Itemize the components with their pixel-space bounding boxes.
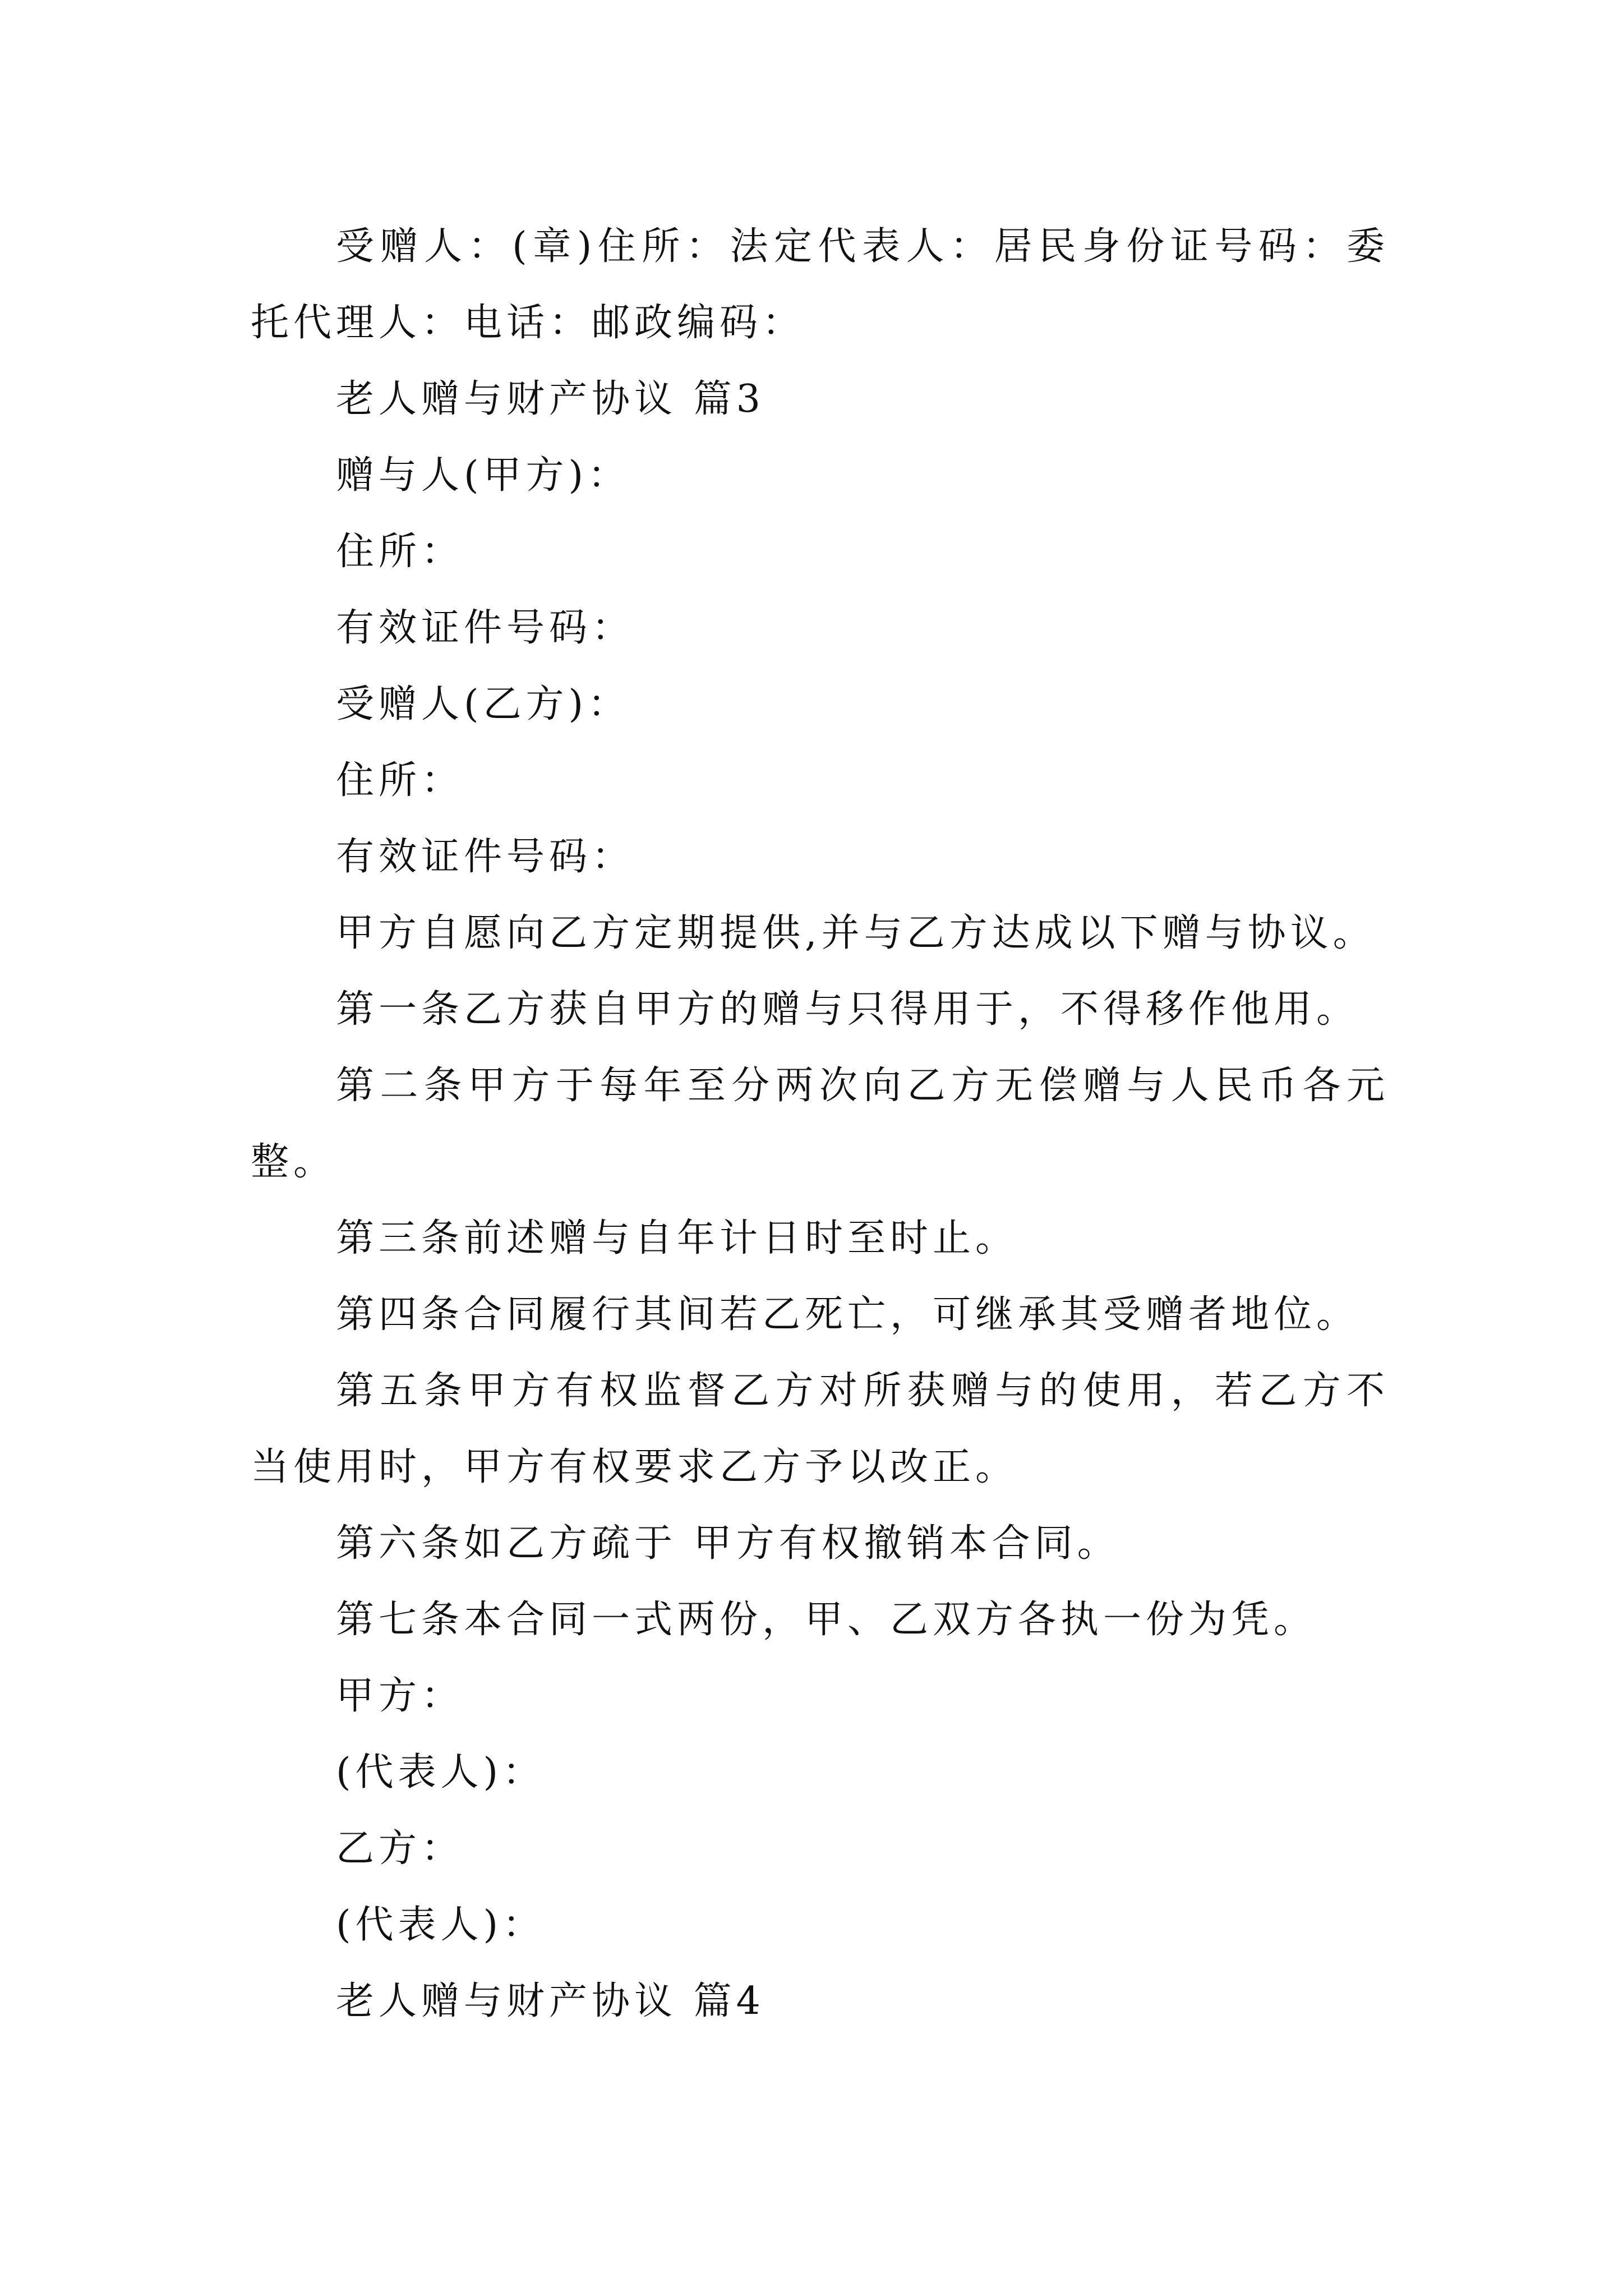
article-4: 第四条合同履行其间若乙死亡，可继承其受赠者地位。 — [336, 1292, 1359, 1337]
recipient-id-label: 有效证件号码： — [336, 835, 635, 879]
recipient-label: 受赠人(乙方)： — [336, 682, 631, 726]
article-5: 第五条甲方有权监督乙方对所获赠与的使用，若乙方不当使用时，甲方有权要求乙方予以改正。 — [251, 1369, 1389, 1489]
article-3: 第三条前述赠与自年计日时至时止。 — [336, 1216, 1018, 1260]
article-6: 第六条如乙方疏于 甲方有权撤销本合同。 — [336, 1521, 1120, 1566]
donor-id-label: 有效证件号码： — [336, 606, 635, 650]
party-b-signature-label: 乙方： — [336, 1826, 464, 1871]
recipient-signature-block: 受赠人：(章)住所：法定代表人：居民身份证号码：委托代理人：电话：邮政编码： — [251, 224, 1389, 345]
article-1: 第一条乙方获自甲方的赠与只得用于，不得移作他用。 — [336, 987, 1359, 1032]
party-a-representative-label: (代表人)： — [336, 1750, 546, 1795]
donor-label: 赠与人(甲方)： — [336, 453, 631, 498]
article-2: 第二条甲方于每年至分两次向乙方无偿赠与人民币各元整。 — [251, 1064, 1389, 1184]
party-b-representative-label: (代表人)： — [336, 1903, 546, 1947]
agreement-intro: 甲方自愿向乙方定期提供,并与乙方达成以下赠与协议。 — [336, 911, 1376, 955]
article-7: 第七条本合同一式两份，甲、乙双方各执一份为凭。 — [336, 1598, 1317, 1642]
section-heading: 老人赠与财产协议 篇3 — [336, 377, 765, 421]
document-body — [251, 209, 1389, 2040]
party-a-signature-label: 甲方： — [336, 1674, 464, 1718]
donor-address-label: 住所： — [336, 530, 464, 574]
recipient-address-label: 住所： — [336, 758, 464, 803]
next-section-heading: 老人赠与财产协议 篇4 — [336, 1979, 765, 2023]
